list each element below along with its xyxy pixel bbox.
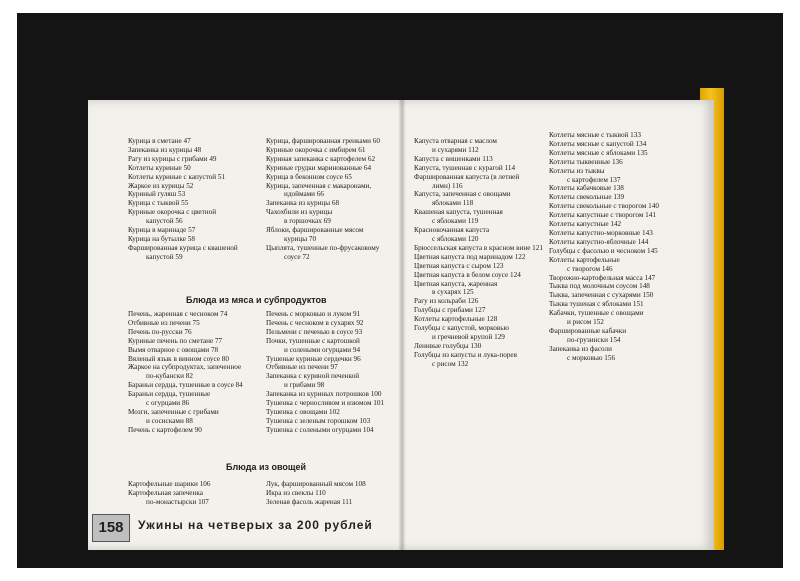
section-header-vegetables: Блюда из овощей [226, 462, 307, 472]
toc-entry: Котлеты капустно-яблочные 144 [549, 237, 649, 246]
toc-entry: Фаршированная капуста (в летней [414, 172, 520, 181]
toc-entry: Котлеты из тыквы [549, 166, 605, 175]
toc-column-left-4 [266, 310, 384, 435]
toc-entry: Вымя отварное с овощами 78 [128, 345, 219, 354]
toc-entry: Отбивные из печени 75 [128, 318, 200, 327]
toc-entry: курицы 70 [284, 234, 317, 243]
toc-entry: Тыква тушеная с яблоками 151 [549, 300, 644, 309]
toc-entry: лимн) 116 [432, 181, 463, 190]
toc-entry: Рагу из кольраби 126 [414, 297, 479, 306]
toc-entry: Голубцы из капусты и лука-порея [414, 350, 517, 359]
toc-entry: капустой 59 [146, 252, 183, 261]
toc-entry: Голубцы с фасолью и чесноком 145 [549, 246, 658, 255]
toc-entry: Пельмени с печенью в соусе 93 [266, 327, 363, 336]
toc-entry: Тыква, запеченная с сухарями 150 [549, 291, 654, 300]
toc-entry: по-монастырски 107 [146, 497, 209, 506]
toc-entry: Курица, фаршированная гренками 60 [266, 137, 380, 145]
toc-entry: Картофельная запеченка [128, 488, 203, 497]
toc-entry: Яблоки, фаршированные мясом [266, 226, 364, 235]
toc-entry: с морковью 156 [567, 353, 616, 362]
toc-entry: Куриные грудки маринованные 64 [266, 163, 372, 172]
toc-entry: Рагу из курицы с грибами 49 [128, 154, 217, 163]
toc-entry: Котлеты кабачковые 138 [549, 184, 624, 193]
toc-entry: и рисом 152 [567, 318, 604, 327]
toc-entry: Котлеты капустные 142 [549, 220, 622, 229]
toc-entry: Котлеты куриные с капустой 51 [128, 172, 226, 181]
toc-entry: Икра из свеклы 110 [266, 488, 326, 497]
toc-entry: яблоками 118 [432, 199, 474, 208]
toc-entry: и грибами 98 [284, 381, 325, 390]
toc-entry: Запеканка из курицы 68 [266, 199, 340, 208]
toc-entry: Котлеты картофельные 128 [414, 315, 498, 324]
toc-entry: по-грузински 154 [567, 335, 621, 344]
toc-entry: соусе 72 [284, 252, 310, 261]
book-gutter [398, 100, 406, 550]
toc-entry: Котлеты свекольные 139 [549, 193, 625, 202]
toc-entry: Куриная запеканка с картофелем 62 [266, 154, 376, 163]
toc-entry: Голубцы с капустой, морковью [414, 324, 509, 333]
toc-entry: Тушенка с овощами 102 [266, 407, 340, 416]
toc-entry: Курица в беконном соусе 65 [266, 172, 352, 181]
toc-entry: Куриный гуляш 53 [128, 190, 186, 199]
toc-entry: с яблоками 120 [432, 234, 479, 243]
toc-entry: Капуста с вишенками 113 [414, 154, 493, 163]
toc-entry: Куриные печень по сметане 77 [128, 336, 223, 345]
toc-entry: Цветная капуста с сыром 123 [414, 261, 504, 270]
toc-entry: по-кубански 82 [146, 372, 193, 381]
toc-entry: Картофельные шарики 106 [128, 480, 211, 488]
toc-entry: Курица в сметане 47 [128, 137, 191, 145]
toc-entry: Котлеты мясные с капустой 134 [549, 139, 647, 148]
toc-entry: Краснокочанная капуста [414, 226, 490, 235]
toc-entry: Курица, запеченная с макаронами, [266, 181, 372, 190]
toc-entry: Запеканка из фасоли [549, 344, 612, 353]
toc-entry: Котлеты свекольные с творогом 140 [549, 202, 659, 211]
toc-column-left-1 [128, 137, 238, 262]
toc-entry: и гречневой крупой 129 [432, 332, 505, 341]
section-header-meat: Блюда из мяса и субпродуктов [186, 295, 327, 305]
toc-entry: Тушенка с зеленым горошком 103 [266, 416, 371, 425]
toc-entry: Котлеты картофельные [549, 255, 620, 264]
toc-entry: Вяленый язык в винном соусе 80 [128, 354, 229, 363]
toc-entry: Ленивые голубцы 130 [414, 341, 482, 350]
toc-entry: идоймами 66 [284, 190, 325, 199]
toc-entry: Цветная капуста в белом соусе 124 [414, 270, 521, 279]
toc-entry: и сухарями 112 [432, 145, 479, 154]
toc-entry: Брюссельская капуста в красном вине 121 [414, 243, 543, 252]
toc-entry: Куриные окорочка с цветной [128, 208, 217, 217]
toc-column-left-3 [128, 310, 243, 435]
toc-entry: Зеленая фасоль жареная 111 [266, 497, 353, 506]
toc-entry: Курица с тыквой 55 [128, 199, 189, 208]
toc-column-right-2 [549, 131, 659, 363]
toc-entry: Запеканка из курицы 48 [128, 145, 202, 154]
toc-entry: Цветная капуста, жаренная [414, 279, 498, 288]
toc-entry: Бараньи сердца, тушенные [128, 390, 211, 399]
toc-entry: Котлеты капустные с творогом 141 [549, 211, 656, 220]
toc-entry: с яблоками 119 [432, 217, 479, 226]
toc-entry: Жаркое на субпродуктах, запеченное [128, 363, 242, 372]
toc-entry: Жаркое из курицы 52 [128, 181, 194, 190]
toc-entry: Цыплята, тушенные по-фрусаковому [266, 243, 380, 252]
toc-entry: и солеными огурцами 94 [284, 345, 361, 354]
toc-entry: Печень по-русски 76 [128, 327, 192, 336]
toc-entry: Мозги, запеченные с грибами [128, 407, 219, 416]
toc-entry: с рисом 132 [432, 359, 469, 368]
toc-entry: и сосисками 88 [146, 416, 193, 425]
toc-entry: Запеканка с куриной печенкой [266, 372, 360, 381]
toc-entry: Курица на бутылке 58 [128, 234, 195, 243]
toc-entry: Тушенка с черносливом и изюмом 101 [266, 399, 385, 408]
toc-entry: Котлеты тыквенные 136 [549, 157, 623, 166]
toc-entry: Куриные окорочка с имбирем 61 [266, 145, 366, 154]
toc-entry: в горшочках 69 [284, 217, 331, 226]
page-number: 158 [92, 514, 130, 542]
toc-entry: Почки, тушенные с картошкой [266, 336, 360, 345]
toc-entry: Печень с морковью и луком 91 [266, 310, 361, 318]
toc-entry: Печень с картофелем 90 [128, 425, 202, 434]
toc-entry: с творогом 146 [567, 264, 613, 273]
toc-column-right-1 [414, 137, 543, 369]
toc-entry: Капуста, тушенная с курагой 114 [414, 163, 516, 172]
running-footer-title: Ужины на четверых за 200 рублей [138, 518, 373, 532]
toc-entry: Капуста, запеченная с овощами [414, 190, 511, 199]
toc-entry: Голубцы с грибами 127 [414, 306, 486, 315]
toc-entry: Котлеты мясные с яблоками 135 [549, 148, 648, 157]
toc-column-left-6 [266, 480, 366, 507]
toc-entry: Печень с чесноком в сухарях 92 [266, 318, 364, 327]
toc-entry: Капуста отварная с маслом [414, 137, 497, 145]
toc-entry: в сухарях 125 [432, 288, 474, 297]
toc-entry: Тушенка с солеными огурцами 104 [266, 425, 374, 434]
toc-entry: Котлеты куриные 50 [128, 163, 191, 172]
toc-entry: с огурцами 86 [146, 399, 190, 408]
toc-entry: Тушеные куриные сердечки 96 [266, 354, 361, 363]
toc-entry: Кабачки, тушенные с овощами [549, 309, 644, 318]
toc-entry: Цветная капуста под маринадом 122 [414, 252, 526, 261]
toc-entry: капустой 56 [146, 217, 183, 226]
toc-entry: Печень, жаренная с чесноком 74 [128, 310, 228, 318]
toc-entry: Лук, фаршированный мясом 108 [266, 480, 366, 488]
toc-entry: Котлеты мясные с тыквой 133 [549, 131, 641, 139]
toc-column-left-5 [128, 480, 210, 507]
toc-entry: Тыква под молочным соусом 148 [549, 282, 650, 291]
toc-entry: Отбивные из печени 97 [266, 363, 338, 372]
toc-entry: Запеканка из куриных потрошков 100 [266, 390, 382, 399]
toc-entry: Котлеты капустно-морковные 143 [549, 228, 653, 237]
toc-entry: Квашеная капуста, тушенная [414, 208, 503, 217]
toc-entry: с картофелем 137 [567, 175, 621, 184]
toc-entry: Творожно-картофельная масса 147 [549, 273, 656, 282]
toc-column-left-2 [266, 137, 380, 262]
toc-entry: Курица в маринаде 57 [128, 226, 196, 235]
toc-entry: Фаршированные кабачки [549, 326, 627, 335]
toc-entry: Бараньи сердца, тушенные в соусе 84 [128, 381, 243, 390]
toc-entry: Фаршированная курица с квашеной [128, 243, 238, 252]
toc-entry: Чахохбили из курицы [266, 208, 333, 217]
